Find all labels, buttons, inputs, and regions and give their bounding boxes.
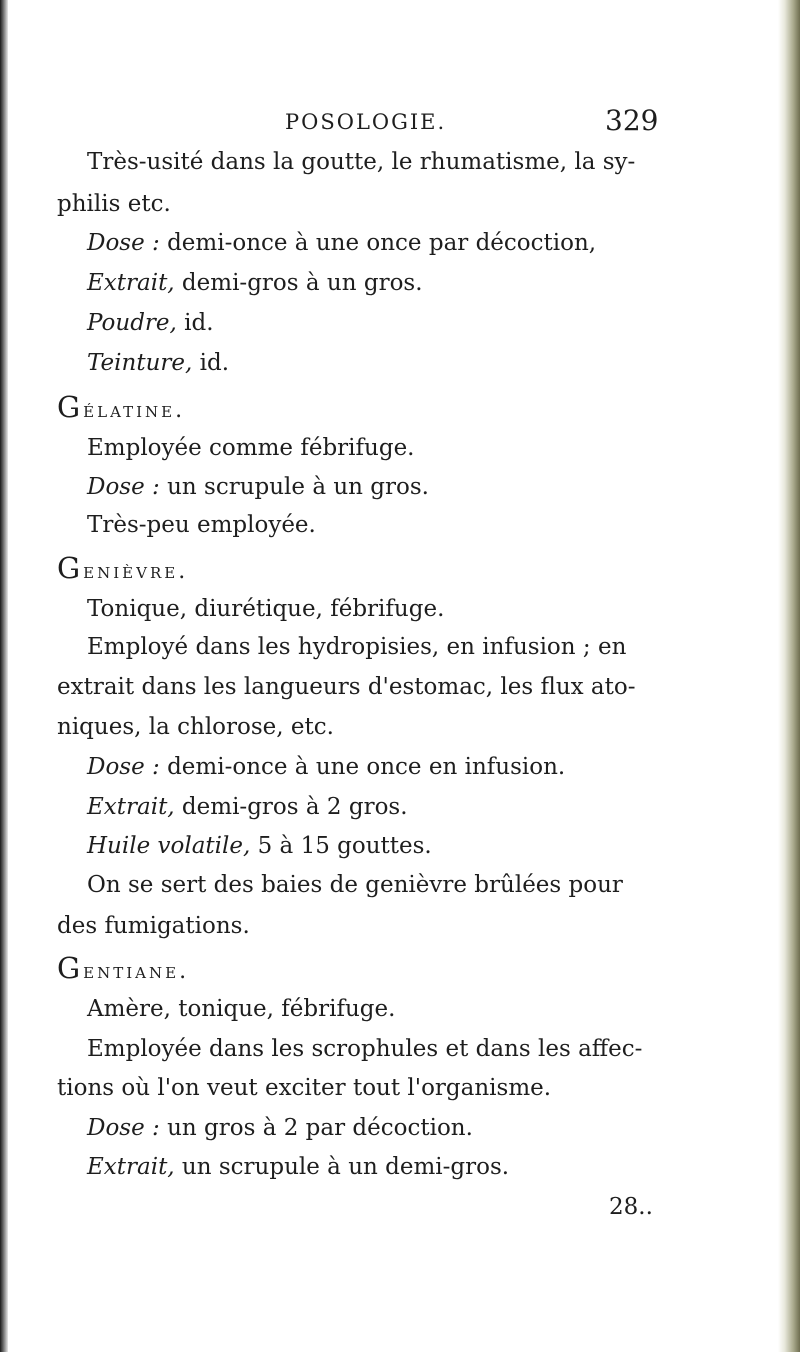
section-heading-gelatine: [57, 392, 185, 426]
text-line: Très-peu employée.: [87, 512, 316, 538]
text-line: niques, la chlorose, etc.: [57, 714, 334, 740]
heading-initial: G: [57, 951, 84, 985]
dose-text: demi-once à une once par décoction,: [159, 230, 597, 256]
extract-label: Extrait,: [87, 794, 175, 820]
text-line: tions où l'on veut exciter tout l'organisme.: [57, 1075, 552, 1101]
extract-label: Extrait,: [87, 1154, 175, 1180]
extract-line: [87, 1152, 509, 1182]
dose-line: [87, 752, 565, 782]
extract-text: demi-gros à 2 gros.: [174, 794, 408, 820]
dose-text: un scrupule à un gros.: [159, 474, 429, 500]
text-line: Employée comme fébrifuge.: [87, 435, 415, 461]
text-line: Amère, tonique, fébrifuge.: [87, 996, 396, 1022]
heading-rest: élatine.: [83, 398, 186, 423]
extract-line: [87, 268, 423, 298]
extract-text: demi-gros à un gros.: [174, 270, 423, 296]
dose-label: Dose :: [87, 474, 160, 500]
heading-rest: enièvre.: [83, 559, 189, 584]
heading-initial: G: [57, 551, 84, 585]
dose-text: demi-once à une once en infusion.: [159, 754, 566, 780]
dose-line: [87, 472, 429, 502]
page-header: [0, 104, 780, 144]
dose-label: Dose :: [87, 230, 160, 256]
oil-line: [87, 831, 432, 861]
section-heading-gentiane: [57, 953, 189, 987]
extract-line: [87, 792, 408, 822]
page-number: 329: [605, 104, 659, 137]
text-line: des fumigations.: [57, 913, 250, 939]
oil-text: 5 à 15 gouttes.: [250, 833, 432, 859]
tincture-label: Teinture,: [87, 350, 193, 376]
catchword: 28..: [609, 1194, 653, 1220]
tincture-line: [87, 348, 229, 378]
section-heading-genievre: [57, 553, 188, 587]
dose-line: [87, 1113, 473, 1143]
dose-label: Dose :: [87, 754, 160, 780]
powder-line: [87, 308, 214, 338]
running-head: POSOLOGIE.: [285, 110, 447, 134]
text-line: extrait dans les langueurs d'estomac, les flux ato-: [57, 674, 636, 700]
heading-initial: G: [57, 390, 84, 424]
extract-text: un scrupule à un demi-gros.: [174, 1154, 510, 1180]
text-line: Employé dans les hydropisies, en infusion ; en: [87, 634, 627, 660]
heading-rest: entiane.: [83, 959, 190, 984]
dose-text: un gros à 2 par décoction.: [159, 1115, 473, 1141]
oil-label: Huile volatile,: [87, 833, 251, 859]
dose-line: [87, 228, 596, 258]
text-line: On se sert des baies de genièvre brûlées pour: [87, 872, 623, 898]
powder-text: id.: [176, 310, 214, 336]
extract-label: Extrait,: [87, 270, 175, 296]
text-line: Employée dans les scrophules et dans les affec-: [87, 1036, 643, 1062]
text-line: philis etc.: [57, 191, 171, 217]
dose-label: Dose :: [87, 1115, 160, 1141]
tincture-text: id.: [192, 350, 230, 376]
powder-label: Poudre,: [87, 310, 177, 336]
text-line: Tonique, diurétique, fébrifuge.: [87, 596, 445, 622]
text-line: Très-usité dans la goutte, le rhumatisme, la sy-: [87, 149, 636, 175]
